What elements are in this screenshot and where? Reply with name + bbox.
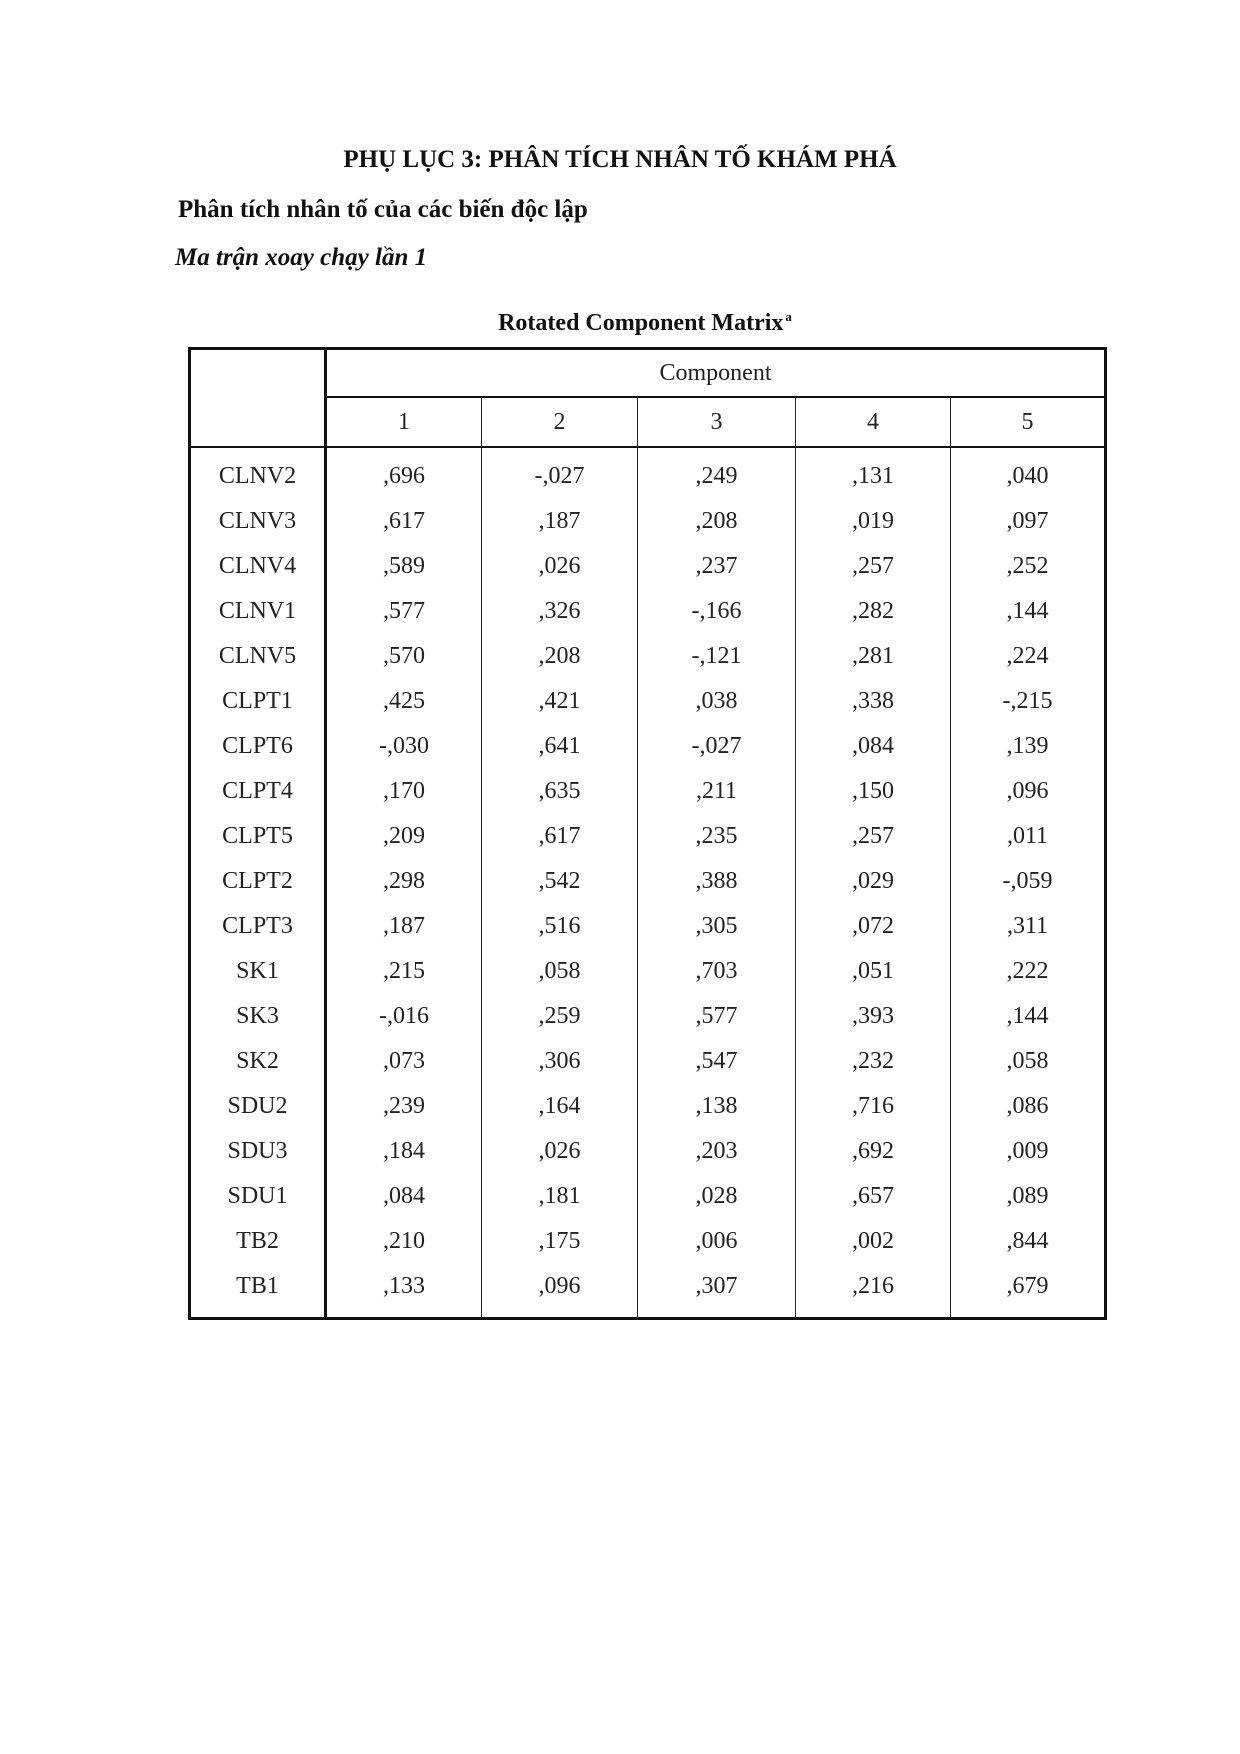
table-row xyxy=(190,1264,1106,1319)
loading-value: ,084 xyxy=(796,724,951,769)
loading-value: ,019 xyxy=(796,499,951,544)
column-header: 3 xyxy=(638,397,796,447)
loading-value: ,570 xyxy=(326,634,482,679)
loading-value: ,388 xyxy=(638,859,796,904)
table-row xyxy=(190,1174,1106,1219)
table-row xyxy=(190,589,1106,634)
table-row xyxy=(190,499,1106,544)
loading-value: ,203 xyxy=(638,1129,796,1174)
loading-value: ,096 xyxy=(1006,778,1049,804)
loading-value: ,181 xyxy=(482,1174,638,1219)
loading-value: ,224 xyxy=(1006,643,1049,669)
loading-value: ,641 xyxy=(482,724,638,769)
table-row xyxy=(190,1129,1106,1174)
loading-value: ,703 xyxy=(638,949,796,994)
row-label: CLNV5 xyxy=(190,634,326,679)
loading-value: -,027 xyxy=(638,724,796,769)
matrix-body xyxy=(190,447,1106,1319)
table-row xyxy=(190,447,1106,499)
loading-value: ,170 xyxy=(326,769,482,814)
column-header: 2 xyxy=(482,397,638,447)
loading-value: ,175 xyxy=(482,1219,638,1264)
loading-value: ,006 xyxy=(638,1219,796,1264)
loading-value: ,425 xyxy=(326,679,482,724)
table-row xyxy=(190,544,1106,589)
loading-value: ,305 xyxy=(638,904,796,949)
loading-value: ,131 xyxy=(796,447,951,499)
section-subheading: Phân tích nhân tố của các biến độc lập xyxy=(178,196,588,223)
table-row xyxy=(190,814,1106,859)
loading-value: ,144 xyxy=(1006,1003,1049,1029)
loading-value: ,635 xyxy=(482,769,638,814)
row-label: SDU3 xyxy=(190,1129,326,1174)
loading-value: ,516 xyxy=(482,904,638,949)
loading-value: -,030 xyxy=(326,724,482,769)
loading-value: ,235 xyxy=(638,814,796,859)
loading-value: ,144 xyxy=(1006,598,1049,624)
loading-value: ,692 xyxy=(796,1129,951,1174)
loading-value: ,187 xyxy=(326,904,482,949)
loading-value: ,133 xyxy=(326,1264,482,1319)
table-title-text: Rotated Component Matrix xyxy=(498,310,784,336)
row-label: TB1 xyxy=(190,1264,326,1319)
loading-value: ,086 xyxy=(1006,1093,1049,1119)
row-label: SDU2 xyxy=(190,1084,326,1129)
row-label: CLPT5 xyxy=(190,814,326,859)
loading-value: ,002 xyxy=(796,1219,951,1264)
loading-value: ,306 xyxy=(482,1039,638,1084)
loading-value: ,208 xyxy=(638,499,796,544)
loading-value: ,657 xyxy=(796,1174,951,1219)
loading-value: ,259 xyxy=(482,994,638,1039)
loading-value: ,058 xyxy=(482,949,638,994)
loading-value: ,577 xyxy=(326,589,482,634)
table-row xyxy=(190,949,1106,994)
loading-value: ,257 xyxy=(796,544,951,589)
loading-value: ,096 xyxy=(482,1264,638,1319)
table-corner-cell xyxy=(190,349,326,448)
loading-value: ,187 xyxy=(482,499,638,544)
loading-value: ,617 xyxy=(326,499,482,544)
loading-value: ,617 xyxy=(482,814,638,859)
loading-value: ,844 xyxy=(1006,1228,1049,1254)
loading-value: ,232 xyxy=(796,1039,951,1084)
loading-value: ,028 xyxy=(638,1174,796,1219)
loading-value: ,164 xyxy=(482,1084,638,1129)
loading-value: ,298 xyxy=(326,859,482,904)
row-label: SK1 xyxy=(190,949,326,994)
loading-value: ,239 xyxy=(326,1084,482,1129)
row-label: SDU1 xyxy=(190,1174,326,1219)
loading-value: -,027 xyxy=(482,447,638,499)
row-label: CLPT6 xyxy=(190,724,326,769)
column-header: 1 xyxy=(326,397,482,447)
row-label: SK3 xyxy=(190,994,326,1039)
loading-value: -,121 xyxy=(638,634,796,679)
column-header: 5 xyxy=(951,397,1106,447)
loading-value: ,338 xyxy=(796,679,951,724)
row-label: TB2 xyxy=(190,1219,326,1264)
loading-value: ,281 xyxy=(796,634,951,679)
loading-value: ,326 xyxy=(482,589,638,634)
loading-value: ,089 xyxy=(1006,1183,1049,1209)
table-title-footnote-marker: a xyxy=(785,309,792,324)
loading-value: ,216 xyxy=(796,1264,951,1319)
loading-value: ,282 xyxy=(796,589,951,634)
loading-value: ,058 xyxy=(1006,1048,1049,1074)
component-group-header: Component xyxy=(326,349,1106,398)
row-label: CLPT1 xyxy=(190,679,326,724)
row-label: CLNV2 xyxy=(190,447,326,499)
table-row xyxy=(190,859,1106,904)
table-title xyxy=(0,302,1240,338)
loading-value: ,209 xyxy=(326,814,482,859)
loading-value: ,072 xyxy=(796,904,951,949)
table-row xyxy=(190,1039,1106,1084)
loading-value: ,073 xyxy=(326,1039,482,1084)
loading-value: ,215 xyxy=(326,949,482,994)
loading-value: ,589 xyxy=(326,544,482,589)
loading-value: ,252 xyxy=(1006,553,1049,579)
loading-value: ,139 xyxy=(1006,733,1049,759)
loading-value: -,166 xyxy=(638,589,796,634)
loading-value: ,097 xyxy=(1006,508,1049,534)
table-row xyxy=(190,904,1106,949)
table-row xyxy=(190,994,1106,1039)
loading-value: ,009 xyxy=(1006,1138,1049,1164)
loading-value: ,026 xyxy=(482,1129,638,1174)
loading-value: ,051 xyxy=(796,949,951,994)
loading-value: ,577 xyxy=(638,994,796,1039)
table-caption: Ma trận xoay chạy lần 1 xyxy=(175,244,428,271)
loading-value: ,679 xyxy=(1006,1273,1049,1299)
loading-value: ,038 xyxy=(638,679,796,724)
loading-value: ,311 xyxy=(1006,913,1049,939)
loading-value: ,222 xyxy=(1006,958,1049,984)
loading-value: ,249 xyxy=(638,447,796,499)
table-row xyxy=(190,679,1106,724)
loading-value: ,138 xyxy=(638,1084,796,1129)
table-row xyxy=(190,769,1106,814)
loading-value: ,716 xyxy=(796,1084,951,1129)
loading-value: ,393 xyxy=(796,994,951,1039)
loading-value: ,547 xyxy=(638,1039,796,1084)
table-row xyxy=(190,1219,1106,1264)
loading-value: ,084 xyxy=(326,1174,482,1219)
table-row xyxy=(190,1084,1106,1129)
component-number-header-row xyxy=(190,397,1106,447)
loading-value: ,257 xyxy=(796,814,951,859)
loading-value: ,542 xyxy=(482,859,638,904)
loading-value: ,026 xyxy=(482,544,638,589)
row-label: CLNV4 xyxy=(190,544,326,589)
row-label: CLNV3 xyxy=(190,499,326,544)
rotated-component-matrix xyxy=(188,347,1107,1320)
loading-value: ,150 xyxy=(796,769,951,814)
loading-value: ,211 xyxy=(638,769,796,814)
loading-value: ,210 xyxy=(326,1219,482,1264)
row-label: CLNV1 xyxy=(190,589,326,634)
loading-value: ,029 xyxy=(796,859,951,904)
loading-value: ,184 xyxy=(326,1129,482,1174)
row-label: CLPT3 xyxy=(190,904,326,949)
loading-value: ,237 xyxy=(638,544,796,589)
row-label: SK2 xyxy=(190,1039,326,1084)
loading-value: ,011 xyxy=(1006,823,1049,849)
loading-value: ,208 xyxy=(482,634,638,679)
loading-value: ,307 xyxy=(638,1264,796,1319)
row-label: CLPT2 xyxy=(190,859,326,904)
page-heading: PHỤ LỤC 3: PHÂN TÍCH NHÂN TỐ KHÁM PHÁ xyxy=(343,146,897,173)
row-label: CLPT4 xyxy=(190,769,326,814)
table-row xyxy=(190,724,1106,769)
loading-value: ,421 xyxy=(482,679,638,724)
loading-value: ,040 xyxy=(1006,463,1049,489)
column-header: 4 xyxy=(796,397,951,447)
loading-value: -,059 xyxy=(1002,868,1053,894)
loading-value: -,016 xyxy=(326,994,482,1039)
loading-value: ,696 xyxy=(326,447,482,499)
table-row xyxy=(190,634,1106,679)
loading-value: -,215 xyxy=(1002,688,1053,714)
